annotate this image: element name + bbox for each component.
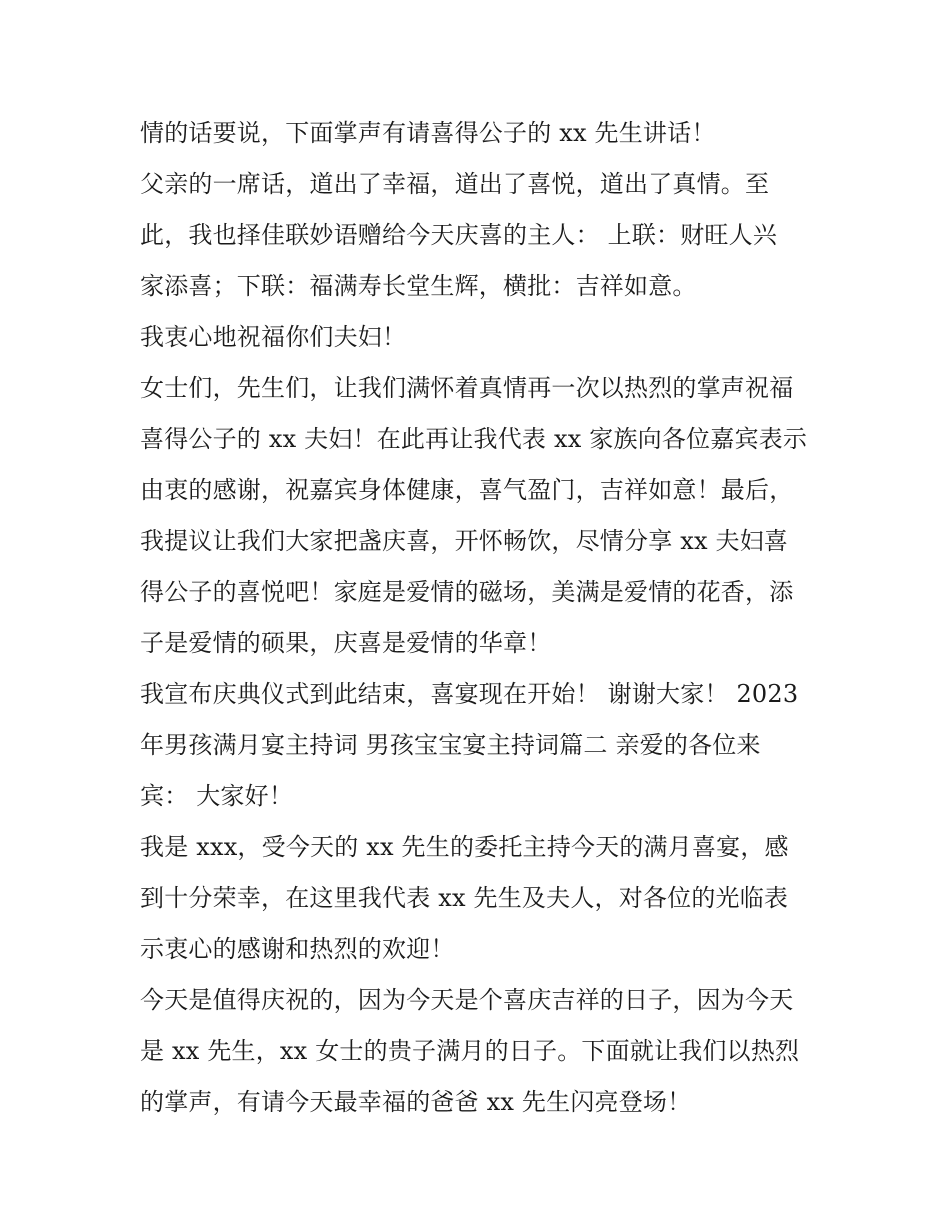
text-line: 我提议让我们大家把盏庆喜，开怀畅饮，尽情分享 xx 夫妇喜 bbox=[140, 527, 789, 555]
text-line: 的掌声，有请今天最幸福的爸爸 xx 先生闪亮登场！ bbox=[140, 1088, 692, 1116]
text-line: 女士们，先生们，让我们满怀着真情再一次以热烈的掌声祝福 bbox=[140, 374, 794, 402]
paragraph-3 bbox=[140, 312, 820, 363]
text-line: 今天是值得庆祝的，因为今天是个喜庆吉祥的日子，因为今天 bbox=[140, 986, 794, 1014]
text-line: 到十分荣幸，在这里我代表 xx 先生及夫人，对各位的光临表 bbox=[140, 884, 789, 912]
text-line: 子是爱情的硕果，庆喜是爱情的华章！ bbox=[140, 629, 552, 657]
text-line: 由衷的感谢，祝嘉宾身体健康，喜气盈门，吉祥如意！最后， bbox=[140, 476, 794, 504]
text-line: 父亲的一席话，道出了幸福，道出了喜悦，道出了真情。至 bbox=[140, 170, 770, 198]
paragraph-5 bbox=[140, 669, 820, 822]
paragraph-7 bbox=[140, 975, 820, 1128]
document-body bbox=[140, 108, 820, 1128]
text-line: 我宣布庆典仪式到此结束，喜宴现在开始！ 谢谢大家！ 2023 bbox=[140, 680, 799, 708]
text-line: 我衷心地祝福你们夫妇！ bbox=[140, 323, 407, 351]
text-line: 喜得公子的 xx 夫妇！在此再让我代表 xx 家族向各位嘉宾表示 bbox=[140, 425, 808, 453]
text-line: 得公子的喜悦吧！家庭是爱情的磁场，美满是爱情的花香，添 bbox=[140, 578, 794, 606]
text-line: 年男孩满月宴主持词 男孩宝宝宴主持词篇二 亲爱的各位来 bbox=[140, 731, 761, 759]
paragraph-4 bbox=[140, 363, 820, 669]
text-line: 家添喜；下联：福满寿长堂生辉，横批：吉祥如意。 bbox=[140, 272, 697, 300]
paragraph-2 bbox=[140, 159, 820, 312]
text-line: 宾： 大家好！ bbox=[140, 782, 294, 810]
text-line: 是 xx 先生，xx 女士的贵子满月的日子。下面就让我们以热烈 bbox=[140, 1037, 800, 1065]
text-line: 我是 xxx，受今天的 xx 先生的委托主持今天的满月喜宴，感 bbox=[140, 833, 789, 861]
paragraph-6 bbox=[140, 822, 820, 975]
text-line: 示衷心的感谢和热烈的欢迎！ bbox=[140, 935, 455, 963]
text-line: 情的话要说，下面掌声有请喜得公子的 xx 先生讲话！ bbox=[140, 119, 716, 147]
paragraph-1 bbox=[140, 108, 820, 159]
text-line: 此，我也择佳联妙语赠给今天庆喜的主人： 上联：财旺人兴 bbox=[140, 221, 778, 249]
